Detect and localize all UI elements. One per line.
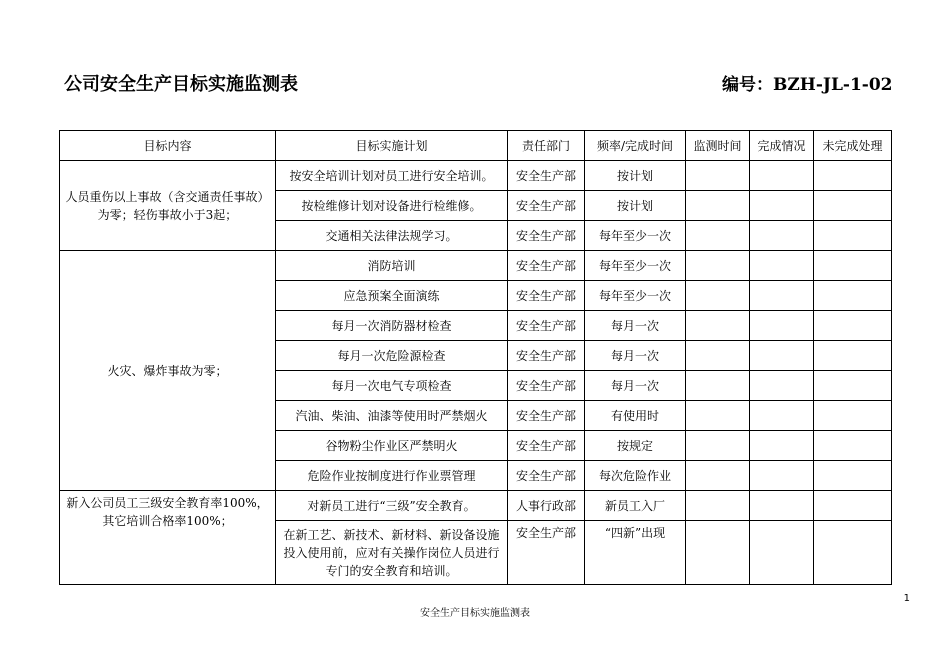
completion-cell[interactable] (750, 401, 814, 431)
dept-cell: 人事行政部 (508, 491, 585, 521)
plan-cell: 每月一次危险源检查 (276, 341, 508, 371)
header-row (60, 131, 892, 161)
dept-cell: 安全生产部 (508, 281, 585, 311)
dept-cell: 安全生产部 (508, 221, 585, 251)
goal-cell: 人员重伤以上事故（含交通责任事故）为零；轻伤事故小于3起； (60, 161, 276, 251)
frequency-cell: 每年至少一次 (585, 251, 686, 281)
plan-cell: 交通相关法律法规学习。 (276, 221, 508, 251)
page-number: 1 (903, 593, 910, 604)
header-frequency: 频率/完成时间 (585, 131, 686, 161)
table-row (60, 251, 892, 281)
frequency-cell: 每年至少一次 (585, 281, 686, 311)
frequency-cell: 每月一次 (585, 311, 686, 341)
incomplete-handling-cell[interactable] (814, 461, 892, 491)
monitor-time-cell[interactable] (686, 191, 750, 221)
dept-cell: 安全生产部 (508, 311, 585, 341)
monitor-time-cell[interactable] (686, 341, 750, 371)
monitor-time-cell[interactable] (686, 311, 750, 341)
monitoring-table (59, 130, 892, 585)
incomplete-handling-cell[interactable] (814, 491, 892, 521)
header-incomplete-handling: 未完成处理 (814, 131, 892, 161)
dept-cell: 安全生产部 (508, 161, 585, 191)
completion-cell[interactable] (750, 281, 814, 311)
table-row (60, 161, 892, 191)
monitor-time-cell[interactable] (686, 461, 750, 491)
document-code-label: 编号： (722, 75, 773, 95)
completion-cell[interactable] (750, 371, 814, 401)
monitor-time-cell[interactable] (686, 431, 750, 461)
plan-cell: 危险作业按制度进行作业票管理 (276, 461, 508, 491)
completion-cell[interactable] (750, 311, 814, 341)
plan-cell: 谷物粉尘作业区严禁明火 (276, 431, 508, 461)
incomplete-handling-cell[interactable] (814, 341, 892, 371)
incomplete-handling-cell[interactable] (814, 191, 892, 221)
document-code (722, 70, 893, 95)
monitor-time-cell[interactable] (686, 401, 750, 431)
monitor-time-cell[interactable] (686, 371, 750, 401)
plan-cell: 对新员工进行“三级”安全教育。 (276, 491, 508, 521)
incomplete-handling-cell[interactable] (814, 161, 892, 191)
dept-cell: 安全生产部 (508, 341, 585, 371)
dept-cell: 安全生产部 (508, 191, 585, 221)
incomplete-handling-cell[interactable] (814, 221, 892, 251)
completion-cell[interactable] (750, 461, 814, 491)
frequency-cell: 每年至少一次 (585, 221, 686, 251)
dept-cell: 安全生产部 (508, 251, 585, 281)
goal-cell: 火灾、爆炸事故为零； (60, 251, 276, 491)
frequency-cell: “四新”出现 (585, 521, 686, 585)
goal-cell: 新入公司员工三级安全教育率100%，其它培训合格率100%； (60, 491, 276, 585)
page-footer: 安全生产目标实施监测表 (420, 608, 530, 619)
incomplete-handling-cell[interactable] (814, 401, 892, 431)
frequency-cell: 每月一次 (585, 341, 686, 371)
frequency-cell: 新员工入厂 (585, 491, 686, 521)
incomplete-handling-cell[interactable] (814, 311, 892, 341)
completion-cell[interactable] (750, 251, 814, 281)
header-plan: 目标实施计划 (276, 131, 508, 161)
plan-cell: 应急预案全面演练 (276, 281, 508, 311)
plan-cell: 每月一次电气专项检查 (276, 371, 508, 401)
header-dept: 责任部门 (508, 131, 585, 161)
incomplete-handling-cell[interactable] (814, 281, 892, 311)
plan-cell: 汽油、柴油、油漆等使用时严禁烟火 (276, 401, 508, 431)
dept-cell: 安全生产部 (508, 431, 585, 461)
header-goal: 目标内容 (60, 131, 276, 161)
completion-cell[interactable] (750, 341, 814, 371)
monitor-time-cell[interactable] (686, 281, 750, 311)
incomplete-handling-cell[interactable] (814, 371, 892, 401)
frequency-cell: 每次危险作业 (585, 461, 686, 491)
plan-cell: 在新工艺、新技术、新材料、新设备设施投入使用前，应对有关操作岗位人员进行专门的安全教育和培训。 (276, 521, 508, 585)
plan-cell: 按检维修计划对设备进行检维修。 (276, 191, 508, 221)
plan-cell: 每月一次消防器材检查 (276, 311, 508, 341)
frequency-cell: 按规定 (585, 431, 686, 461)
frequency-cell: 按计划 (585, 191, 686, 221)
page-title: 公司安全生产目标实施监测表 (64, 74, 298, 95)
plan-cell: 按安全培训计划对员工进行安全培训。 (276, 161, 508, 191)
dept-cell: 安全生产部 (508, 461, 585, 491)
monitor-time-cell[interactable] (686, 491, 750, 521)
dept-cell: 安全生产部 (508, 401, 585, 431)
incomplete-handling-cell[interactable] (814, 251, 892, 281)
completion-cell[interactable] (750, 191, 814, 221)
frequency-cell: 有使用时 (585, 401, 686, 431)
table-row (60, 491, 892, 521)
dept-cell: 安全生产部 (508, 371, 585, 401)
incomplete-handling-cell[interactable] (814, 521, 892, 585)
completion-cell[interactable] (750, 491, 814, 521)
completion-cell[interactable] (750, 221, 814, 251)
frequency-cell: 按计划 (585, 161, 686, 191)
dept-cell: 安全生产部 (508, 521, 585, 585)
monitor-time-cell[interactable] (686, 521, 750, 585)
monitor-time-cell[interactable] (686, 221, 750, 251)
document-code-value: BZH-JL-1-02 (773, 75, 893, 95)
monitor-time-cell[interactable] (686, 161, 750, 191)
completion-cell[interactable] (750, 431, 814, 461)
header-monitor-time: 监测时间 (686, 131, 750, 161)
completion-cell[interactable] (750, 521, 814, 585)
incomplete-handling-cell[interactable] (814, 431, 892, 461)
completion-cell[interactable] (750, 161, 814, 191)
plan-cell: 消防培训 (276, 251, 508, 281)
monitor-time-cell[interactable] (686, 251, 750, 281)
header-completion: 完成情况 (750, 131, 814, 161)
frequency-cell: 每月一次 (585, 371, 686, 401)
